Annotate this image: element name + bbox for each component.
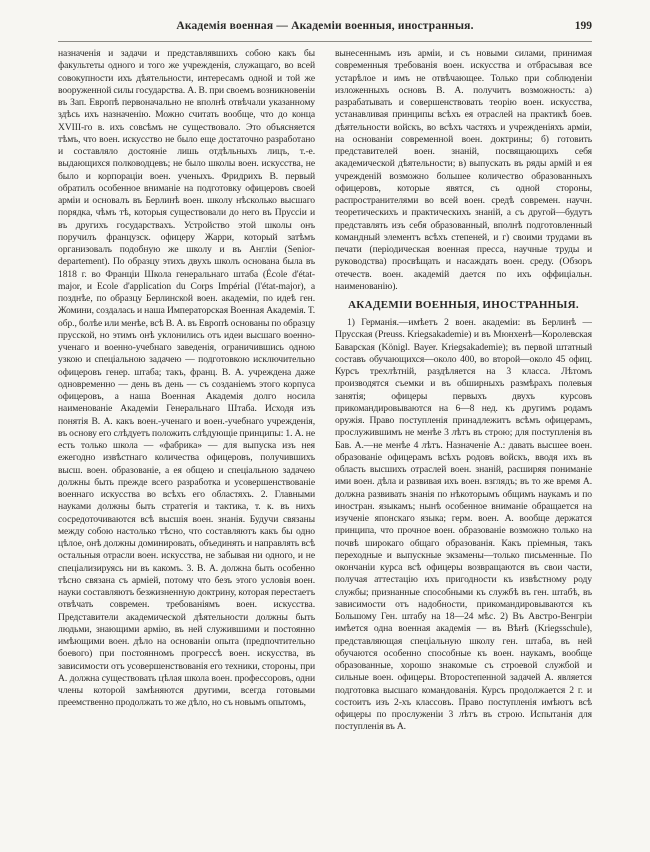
left-column-text: назначенія и задачи и представлявшихъ собою какъ бы факультеты одного и того же учрежденія, служащаго, во всей совокупности ихъ дѣятельности, интересамъ одной и той же вооруженной силы государства. А. В. при своемъ возникновеніи въ Зап. Европѣ первоначально не вполнѣ отвѣчали указанному здѣсь ихъ назначенію. Можно считать вообще, что до конца XVIII-го в. ихъ совсѣмъ не существовало. Это объясняется тѣмъ, что воен. искусство не было еще достаточно разработано и составляло достояніе лишь отдѣльныхъ лицъ, т.-е. выдающихся полководцевъ; не было школы воен. искусства, не было и корпораціи воен. ученыхъ. Фридрихъ В. первый обратилъ особенное вниманіе на подготовку офицеровъ своей арміи и основалъ въ Берлинѣ воен. школу нѣсколько высшаго порядка, чѣмъ тѣ, которыя существовали до него въ Пруссіи и въ другихъ государствахъ. Устройство этой школы онъ поручилъ французск. офицеру Жарри, который затѣмъ организовалъ подобную же школу и въ Англіи (Senior-departement). По образцу этихъ двухъ школъ основана была въ 1818 г. во Франціи Школа генеральнаго штаба (École d'état-major, и Ecole d'application du Corps Impérial (l'état-major), а позднѣе, по образцу Берлинской воен. академіи, по идеѣ ген. Жомини, создалась и наша Императорская Военная Академія. Т. обр., болѣе или менѣе, всѣ В. А. въ Европѣ основаны по образцу прусской, но этимъ онѣ уклонились отъ идеи высшаго военно-ученаго и военно-учебнаго заведенія, ограничившись одною узкою и спеціальною задачею — подготовкою исключительно офицеровъ генер. штаба; такъ, франц. В. А. учреждена даже одновременно — день въ день — съ созданіемъ этого корпуса офицеровъ, а наша Военная Академія долго носила наименованіе Академіи Генеральнаго Штаба. Исходя изъ понятія В. А. какъ воен.-ученаго и воен.-учебнаго учрежденія, въ основу его слѣдуетъ положить слѣдующіе принципы: 1. А. не есть только школа — «фабрика» — для выпуска изъ нея ежегодно извѣстнаго количества офицеровъ, получившихъ высш. воен. образованіе, а ея общею и спеціальною задачею должны быть прежде всего разработка и усовершенствованіе военнаго искусства во всѣхъ его областяхъ. 2. Главными науками должны быть стратегія и тактика, т. к. въ нихъ сосредоточиваются всѣ высшія воен. знанія. Будучи связаны между собою настолько тѣсно, что составляютъ какъ бы одно цѣлое, онѣ должны доминировать, объединять и направлять всѣ остальныя отрасли воен. искусства, не забывая ни одного, и не спеціализируясь ни въ какомъ. 3. В. А. должна быть особенно тѣсно связана съ арміей, потому что безъ этого условія воен. науки составляютъ безжизненную доктрину, которая перестаетъ отвѣчать современ. требованіямъ воен. искусства. Представители академической дѣятельности должны быть людьми, знающими армію, въ ней служившими и постоянно имѣющими воен. дѣло на основаніи опыта (предпочтительно боевого) при постоянномъ прогрессѣ воен. искусства, въ зависимости отъ усовершенствованія его техники, стороны, при А. должна существовать цѣлая школа воен. профессоровъ, одни члены которой замѣняются другими, всегда готовыми преемственно продолжать то же дѣло, но съ новымъ опытомъ, xyxy=(58,48,315,709)
section-heading: АКАДЕМІИ ВОЕННЫЯ, ИНОСТРАННЫЯ. xyxy=(348,299,579,311)
page-header xyxy=(58,0,592,38)
right-column-intro-text: вынесеннымъ изъ арміи, и съ новыми силами, принимая современныя требованія воен. искусства и отбрасывая все устарѣлое и имъ не отвѣчающее. Только при соблюденіи изложенныхъ основъ В. А. получитъ возможность: а) разрабатывать и совершенствовать теорію воен. искусства, устанавливая принципы всѣхъ ея отраслей на практикѣ боев. дѣятельности войскъ, во всѣхъ частяхъ и учрежденіяхъ арміи, на основаніи современной воен. доктрины; б) готовить представителей воен. знаній, посвящающихъ себя академической дѣятельности; в) выпускать въ ряды армій и ея учрежденій возможно большее количество образованныхъ офицеровъ, которые явятся, съ одной стороны, распространителями во всей воен. средѣ современ. научн. теоретическихъ и практическихъ знаній, а съ другой—будутъ представлять изъ себя образованный, вполнѣ подготовленный командный элементъ всѣхъ степеней, и г) своими трудами въ печати (періодическая военная пресса, научные труды и руководства) просвѣщать и насаждать воен. среду. (Обзоръ отечеств. воен. академій дается по ихъ оффиціальн. наименованію). xyxy=(335,48,592,292)
header-divider xyxy=(58,41,592,42)
left-column xyxy=(58,48,315,846)
right-column-body-text: 1) Германія.—имѣетъ 2 воен. академіи: въ Берлинѣ — Прусская (Preuss. Kriegsakademie) и въ Мюнхенѣ—Королевская Баварская (Königl. Bayer. Kriegsakademie); въ первой штатный составъ обучающихся—около 400, во второй—около 45 офиц. Курсъ трехлѣтній, раздѣляется на 3 класса. Лѣтомъ производятся съемки и въ обширныхъ размѣрахъ полевыя занятія; офицеры первыхъ двухъ курсовъ прикомандировываются на 6—8 нед. къ другимъ родамъ оружія. Право поступленія принадлежитъ всѣмъ офицерамъ, прослужившимъ не менѣе 3 лѣтъ въ строю; для поступленія въ Бав. А.—не менѣе 4 лѣтъ. Назначеніе А.: давать высшее воен. образованіе офицерамъ всѣхъ родовъ войскъ, вводя ихъ въ область высшихъ отраслей воен. знаній, расширяя пониманіе ими воен. дѣла и развивая ихъ воен. взглядъ; въ то же время А. должна развивать знанія по нѣкоторымъ общимъ наукамъ и по иностран. языкамъ; нынѣ особенное вниманіе обращается на изученіе японскаго языка; герм. воен. А. вообще держатся принципа, что прочное воен. образованіе возможно только на почвѣ широкаго общаго образованія. Какъ пріемныя, такъ переходные и выпускные экзамены—только письменные. По окончаніи курса всѣ офицеры возвращаются въ свои части, получая аттестацію ихъ пригодности къ извѣстному роду службы; признанные способными къ службѣ въ ген. штабѣ, въ зависимости отъ надобности, прикомандировываются къ Большому Ген. штабу на 18—24 мѣс. 2) Въ Австро-Венгріи имѣется одна военная академія — въ Вѣнѣ (Kriegsschule), представляющая спеціальную школу ген. штаба, въ ней обучаются особенно способные къ воен. наукамъ, вообще образованные, хорошо знакомые съ строевой службой и сильные воен. офицеры. Второстепенной задачей А. является подготовка высшаго командованія. Курсъ продолжается 2 г. и состоитъ изъ 2-хъ классовъ. Право поступленія имѣютъ всѣ офицеры по прослуженіи 3 лѣтъ въ строю. Испытанія для поступленія въ А. xyxy=(335,317,592,733)
page-number: 199 xyxy=(574,20,592,32)
text-columns xyxy=(58,48,592,846)
running-title: Академія военная — Академіи военныя, иностранныя. xyxy=(176,20,474,32)
right-column xyxy=(335,48,592,846)
